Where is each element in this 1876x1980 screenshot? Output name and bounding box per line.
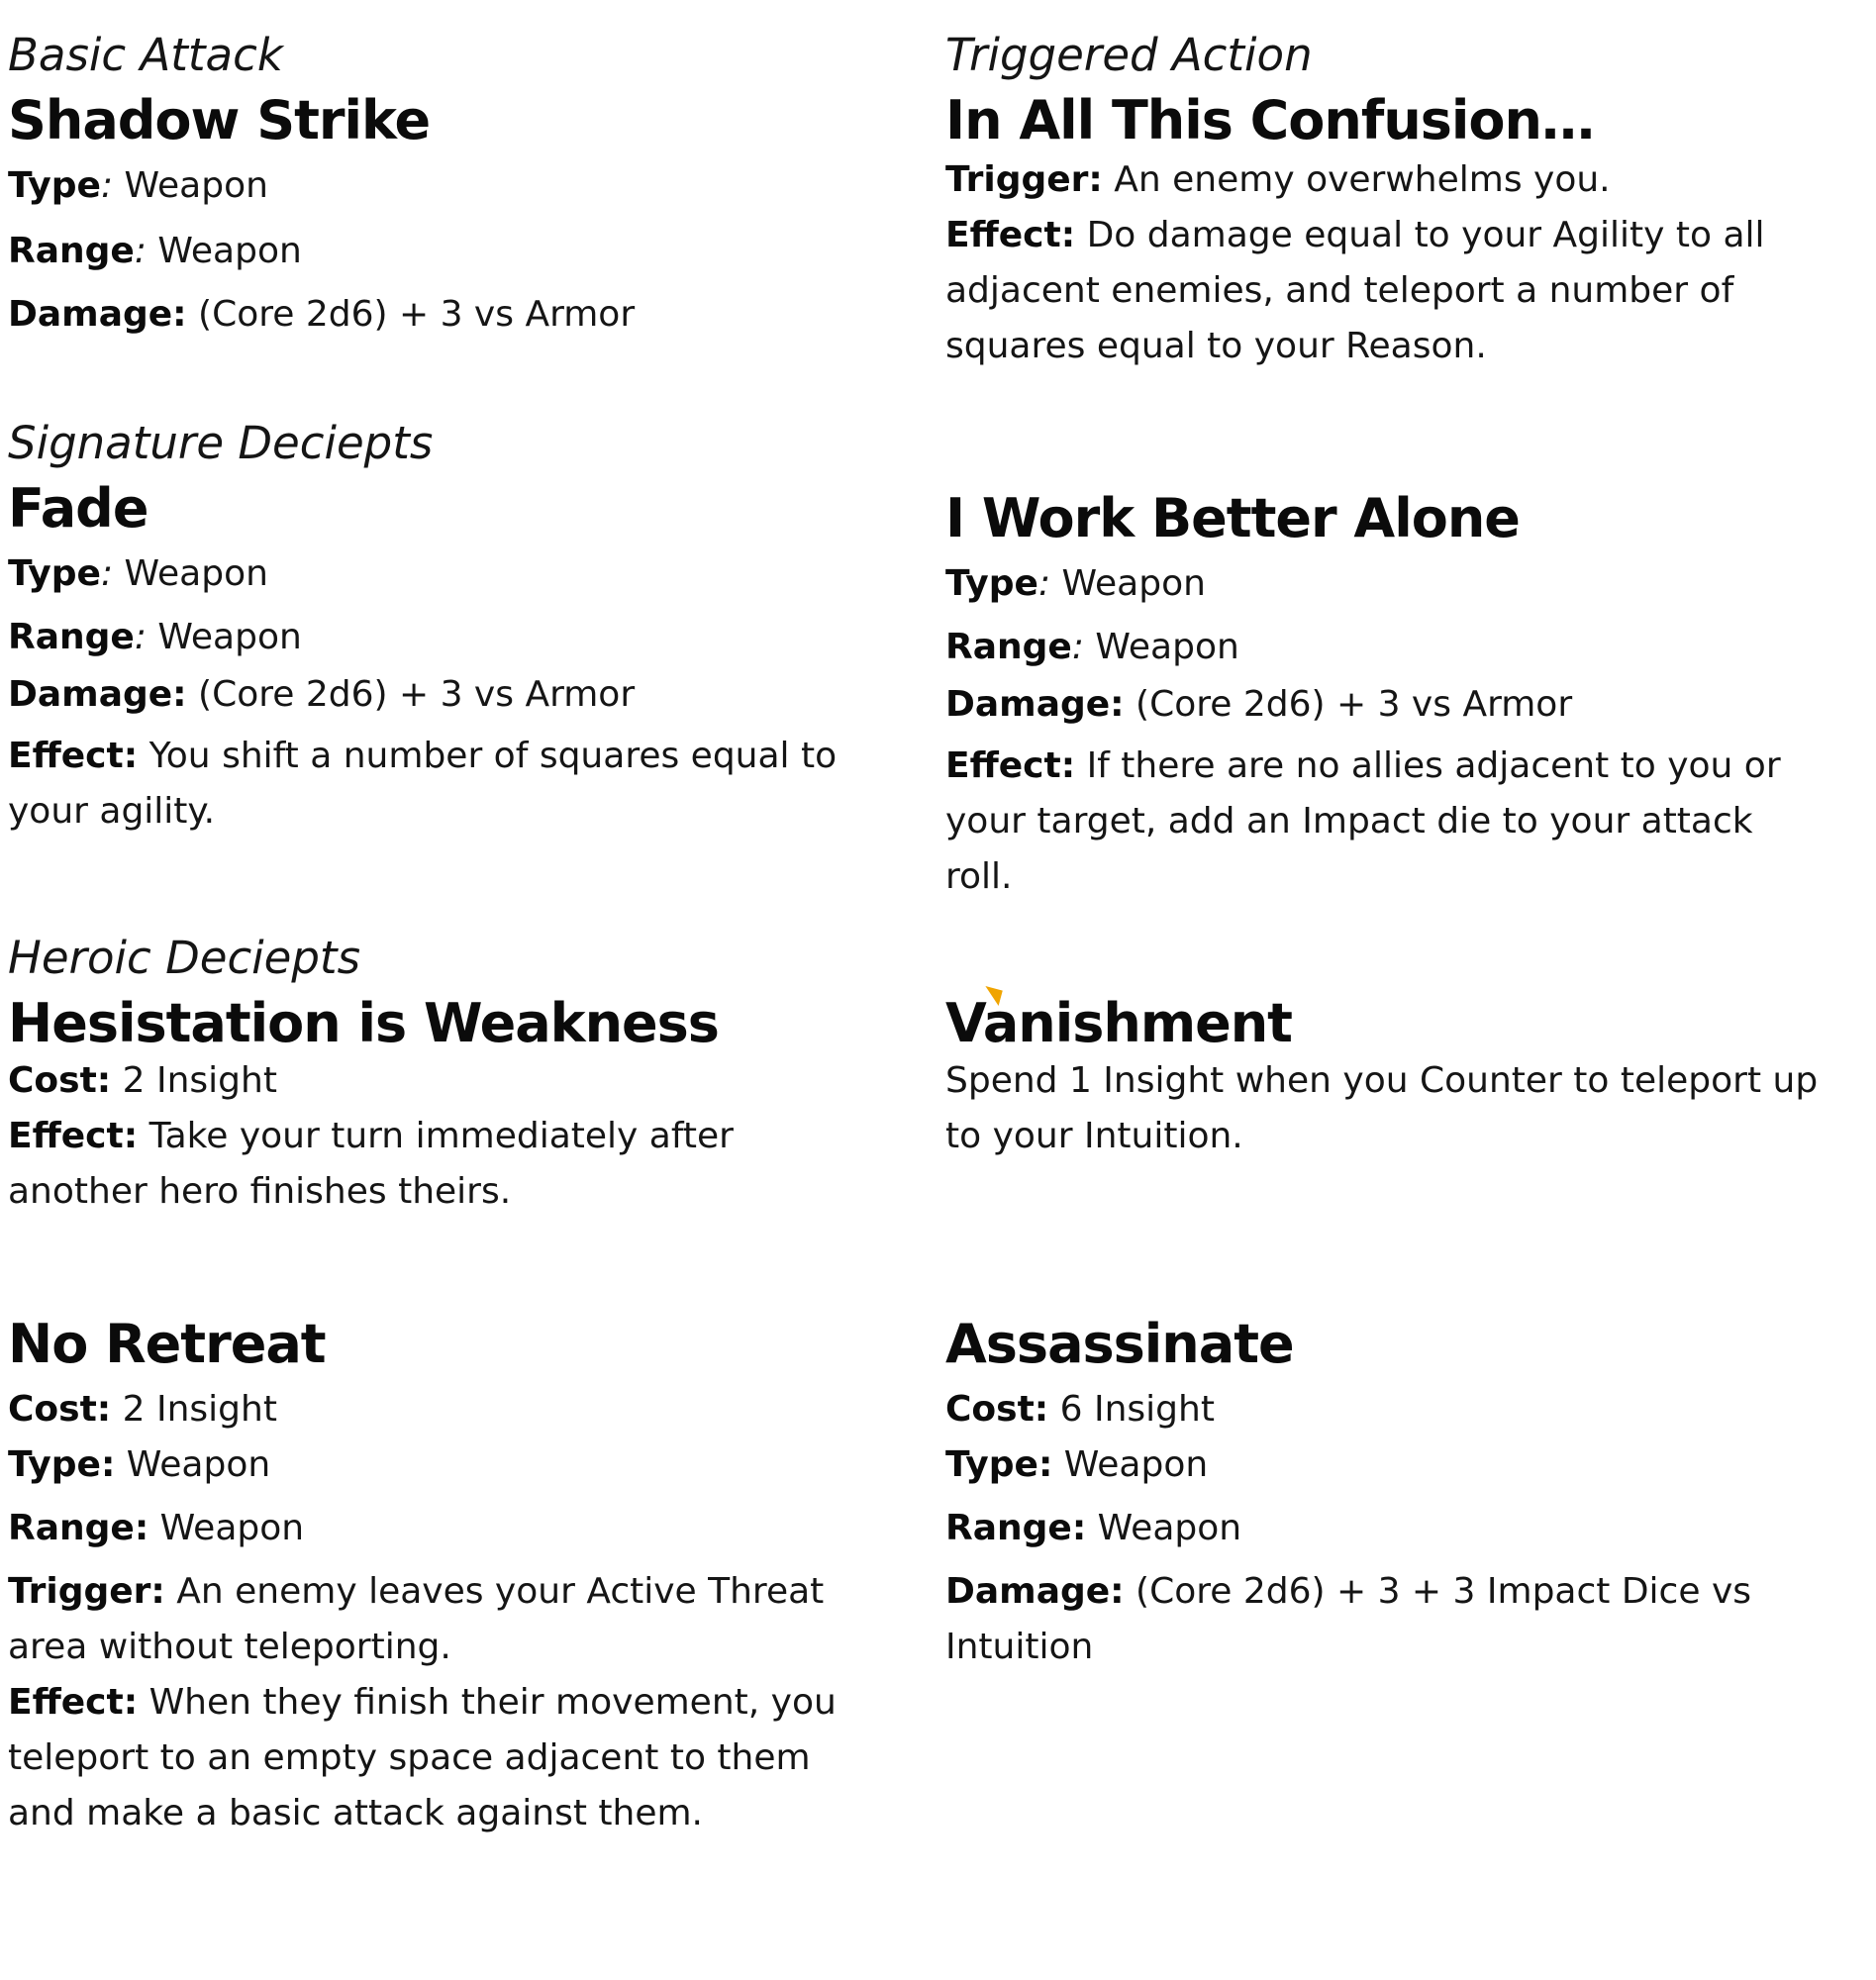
type-sep: : — [100, 165, 114, 206]
damage-sep: : — [172, 674, 187, 715]
type-line — [945, 1437, 1866, 1493]
type-label: Type — [8, 165, 101, 206]
fade-block — [8, 414, 899, 840]
cost-line — [8, 1053, 899, 1109]
cost-label: Cost — [8, 1389, 97, 1430]
range-sep: : — [1071, 1508, 1087, 1548]
cost-label: Cost — [945, 1389, 1035, 1430]
effect-label: Effect: — [945, 745, 1076, 786]
trigger-label: Trigger — [8, 1571, 151, 1612]
range-line — [8, 1501, 899, 1556]
range-line — [8, 224, 899, 279]
effect-line-1 — [945, 739, 1866, 794]
title-assassinate: Assassinate — [945, 1313, 1294, 1375]
damage-label: Damage — [8, 674, 173, 715]
trigger-value: An enemy overwhelms you. — [1102, 159, 1611, 200]
cost-value: 6 Insight — [1048, 1389, 1215, 1430]
trigger-sep: : — [150, 1571, 165, 1612]
damage-sep: : — [1110, 1571, 1125, 1612]
range-label: Range — [8, 1508, 135, 1548]
type-label: Type — [8, 553, 101, 594]
type-sep: : — [100, 1444, 116, 1485]
in-all-this-confusion-block — [945, 26, 1866, 374]
damage-line-1 — [945, 1564, 1866, 1620]
effect-line-2: teleport to an empty space adjacent to them — [8, 1737, 811, 1778]
category-heroic-deciepts: Heroic Deciepts — [8, 932, 361, 984]
type-value: Weapon — [1052, 1444, 1209, 1485]
damage-line — [8, 287, 899, 343]
assassinate-block — [945, 1309, 1866, 1675]
cost-value: 2 Insight — [111, 1060, 277, 1101]
effect-line-2: adjacent enemies, and teleport a number of — [945, 270, 1734, 311]
shadow-strike-block — [8, 26, 899, 343]
category-signature-deciepts: Signature Deciepts — [8, 417, 434, 469]
cost-sep: : — [96, 1389, 112, 1430]
effect-text-1: Take your turn immediately after — [138, 1116, 734, 1156]
damage-value: (Core 2d6) + 3 vs Armor — [186, 674, 636, 715]
damage-sep: : — [1110, 684, 1125, 725]
range-sep: : — [134, 617, 147, 657]
damage-label: Damage — [8, 294, 173, 335]
trigger-text-1: An enemy leaves your Active Threat — [164, 1571, 825, 1612]
type-value: Weapon — [113, 553, 268, 594]
range-line — [945, 620, 1866, 675]
category-triggered-action: Triggered Action — [945, 29, 1313, 81]
vanishment-line-2: to your Intuition. — [945, 1116, 1243, 1156]
title-vanishment — [945, 988, 1866, 1059]
effect-line-1 — [8, 729, 899, 784]
title-shadow-strike: Shadow Strike — [8, 89, 431, 151]
range-sep: : — [1071, 627, 1084, 667]
type-value: Weapon — [115, 1444, 271, 1485]
effect-label: Effect: — [8, 736, 139, 776]
effect-text-1: Do damage equal to your Agility to all — [1075, 215, 1765, 255]
effect-line-2: your target, add an Impact die to your attack — [945, 801, 1753, 842]
type-line — [945, 556, 1866, 612]
range-sep: : — [134, 1508, 149, 1548]
range-line — [8, 610, 899, 665]
damage-line — [945, 677, 1866, 733]
cost-line — [945, 1382, 1866, 1437]
effect-line-2: your agility. — [8, 791, 216, 832]
title-in-all-this-confusion: In All This Confusion… — [945, 89, 1594, 151]
effect-label: Effect: — [8, 1116, 139, 1156]
effect-label: Effect: — [945, 215, 1076, 255]
cost-line — [8, 1382, 899, 1437]
effect-text-1: You shift a number of squares equal to — [138, 736, 838, 776]
i-work-better-alone-block — [945, 483, 1866, 905]
type-value: Weapon — [1050, 563, 1206, 604]
cost-value: 2 Insight — [111, 1389, 277, 1430]
effect-label: Effect — [8, 1682, 124, 1723]
range-value: Weapon — [148, 1508, 305, 1548]
effect-line-1 — [945, 208, 1866, 263]
effect-text-1: When they finish their movement, you — [138, 1682, 837, 1723]
range-label: Range — [8, 231, 135, 271]
cost-label: Cost: — [8, 1060, 112, 1101]
range-value: Weapon — [1086, 1508, 1242, 1548]
damage-value: (Core 2d6) + 3 vs Armor — [186, 294, 636, 335]
range-value: Weapon — [146, 617, 302, 657]
title-fade: Fade — [8, 477, 148, 540]
range-sep: : — [134, 231, 147, 271]
type-line — [8, 546, 899, 602]
range-label: Range — [8, 617, 135, 657]
trigger-label: Trigger: — [945, 159, 1103, 200]
type-label: Type — [945, 1444, 1038, 1485]
damage-line — [8, 667, 899, 723]
effect-line-3: roll. — [945, 856, 1013, 897]
damage-sep: : — [172, 294, 187, 335]
effect-line-1 — [8, 1675, 899, 1731]
range-line — [945, 1501, 1866, 1556]
hesistation-block — [8, 929, 899, 1220]
trigger-line-1 — [8, 1564, 899, 1620]
effect-line-3: squares equal to your Reason. — [945, 326, 1487, 366]
range-label: Range — [945, 627, 1072, 667]
type-line — [8, 158, 899, 214]
damage-line-2: Intuition — [945, 1627, 1094, 1667]
type-value: Weapon — [113, 165, 268, 206]
damage-label: Damage — [945, 684, 1111, 725]
category-basic-attack: Basic Attack — [8, 29, 283, 81]
type-sep: : — [1037, 1444, 1053, 1485]
no-retreat-block — [8, 1309, 899, 1841]
type-label: Type — [945, 563, 1038, 604]
vanishment-block — [945, 988, 1866, 1164]
vanishment-line-1: Spend 1 Insight when you Counter to teleport up — [945, 1060, 1819, 1101]
title-hesistation-is-weakness: Hesistation is Weakness — [8, 992, 719, 1054]
range-label: Range — [945, 1508, 1072, 1548]
effect-line-2: another hero finishes theirs. — [8, 1171, 512, 1212]
vanishment-title-text: Vanishment — [945, 992, 1292, 1054]
damage-label: Damage — [945, 1571, 1111, 1612]
effect-line-3: and make a basic attack against them. — [8, 1793, 703, 1833]
effect-sep: : — [123, 1682, 139, 1723]
damage-value: (Core 2d6) + 3 vs Armor — [1124, 684, 1573, 725]
type-label: Type — [8, 1444, 101, 1485]
title-no-retreat: No Retreat — [8, 1313, 326, 1375]
range-value: Weapon — [1083, 627, 1239, 667]
cost-sep: : — [1034, 1389, 1049, 1430]
trigger-line-2: area without teleporting. — [8, 1627, 451, 1667]
range-value: Weapon — [146, 231, 302, 271]
type-sep: : — [1037, 563, 1051, 604]
damage-text-1: (Core 2d6) + 3 + 3 Impact Dice vs — [1124, 1571, 1752, 1612]
title-i-work-better-alone: I Work Better Alone — [945, 487, 1520, 549]
effect-text-1: If there are no allies adjacent to you or — [1075, 745, 1781, 786]
trigger-line — [945, 152, 1866, 208]
type-sep: : — [100, 553, 114, 594]
type-line — [8, 1437, 899, 1493]
effect-line-1 — [8, 1109, 899, 1164]
